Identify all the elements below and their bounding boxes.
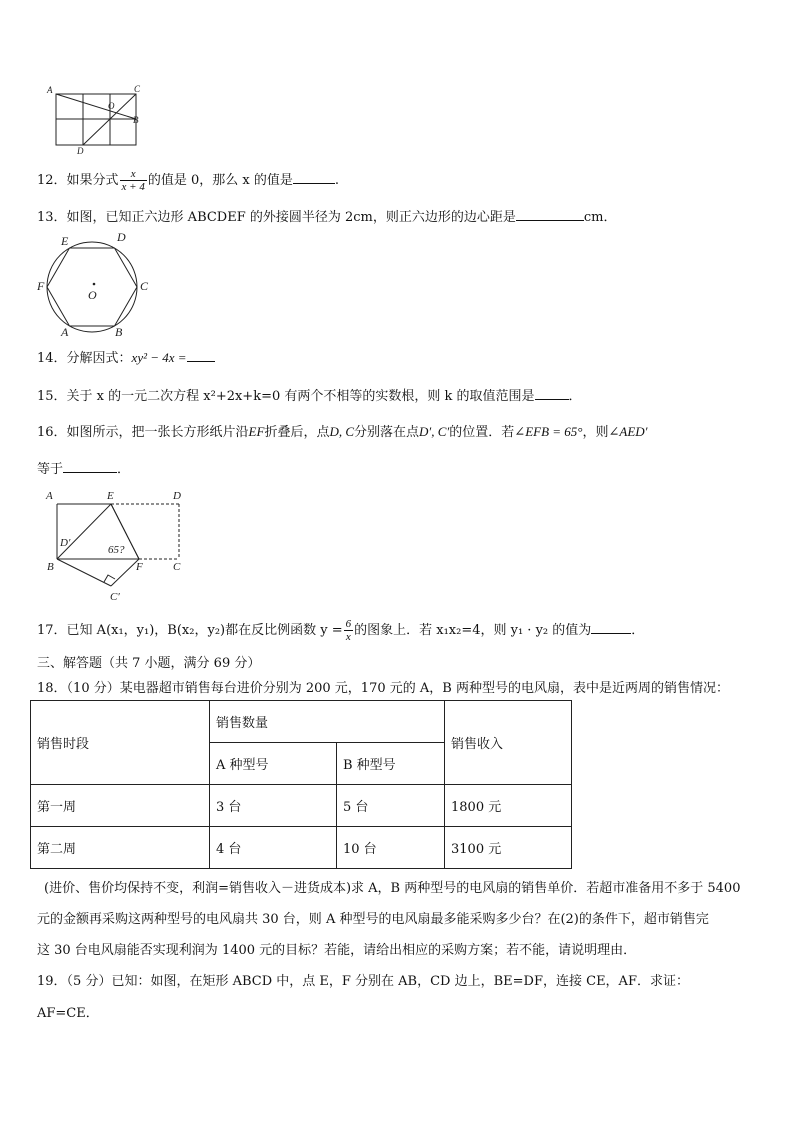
folded-rectangle-figure <box>42 486 192 606</box>
answer-blank[interactable] <box>516 208 584 221</box>
fraction: $\frac{x}{x + 4}$ <box>121 168 145 193</box>
answer-blank[interactable] <box>293 171 335 184</box>
question-18-para2: 元的金额再采购这两种型号的电风扇共 30 台，则 A 种型号的电风扇最多能采购多少台？在(2)的条件下，超市销售完 <box>37 912 709 927</box>
angle-label: 65? <box>108 544 125 556</box>
question-18-para3: 这 30 台电风扇能否实现利润为 1400 元的目标？若能，请给出相应的采购方案；若不能，请说明理由． <box>37 943 637 958</box>
question-12: 12．如果分式 $\frac{x}{x + 4}$ 的值是 0，那么 x 的值是 . <box>37 168 339 193</box>
header-period: 销售时段 <box>31 701 210 785</box>
section-heading: 三、解答题（共 7 小题，满分 69 分） <box>37 656 261 671</box>
label-c: C <box>140 279 149 293</box>
label-o: O <box>88 288 97 302</box>
answer-blank[interactable] <box>63 460 117 473</box>
label-a: A <box>47 85 53 95</box>
label-d: D <box>77 146 84 156</box>
question-18-intro: 18．（10 分）某电器超市销售每台进价分别为 200 元，170 元的 A，B 两种型号的电风扇，表中是近两周的销售情况： <box>37 681 729 696</box>
question-15: 15．关于 x 的一元二次方程 x²+2x+k=0 有两个不相等的实数根，则 k 的取值范围是 ． <box>37 389 582 404</box>
header-quantity: 销售数量 <box>210 701 445 743</box>
header-type-a: A 种型号 <box>210 743 337 785</box>
answer-blank[interactable] <box>187 349 215 362</box>
label-e: E <box>61 234 69 248</box>
label-d: D <box>117 230 126 244</box>
label-b: B <box>47 561 54 573</box>
label-f: F <box>37 279 45 293</box>
question-16-line1: 16．如图所示，把一张长方形纸片沿EF折叠后，点D, C分别落在点D′, C′的位置．若∠EFB = 65°，则∠AED′ <box>37 424 648 440</box>
sales-table <box>30 700 572 869</box>
table-row: 第一周 3 台 5 台 1800 元 <box>31 785 572 827</box>
question-13: 13．如图，已知正六边形 ABCDEF 的外接圆半径为 2cm，则正六边形的边心距是 cm． <box>37 210 617 225</box>
label-b: B <box>115 325 123 339</box>
label-o: O <box>108 101 115 111</box>
label-a: A <box>46 490 53 502</box>
label-d: D <box>173 490 181 502</box>
answer-blank[interactable] <box>535 387 569 400</box>
label-a: A <box>61 325 69 339</box>
table-row: 第二周 4 台 10 台 3100 元 <box>31 827 572 869</box>
question-18-para1: (进价、售价均保持不变，利润=销售收入－进货成本)求 A，B 两种型号的电风扇的销售单价．若超市准备用不多于 5400 <box>44 881 741 896</box>
header-type-b: B 种型号 <box>337 743 445 785</box>
question-16-line2: 等于 ． <box>37 462 131 477</box>
label-d-prime: D′ <box>60 537 71 549</box>
rectangle-grid-figure <box>44 84 144 156</box>
question-19-line2: AF=CE． <box>37 1006 99 1021</box>
label-c: C <box>173 561 181 573</box>
question-14: 14．分解因式：xy² − 4x = <box>37 347 215 366</box>
question-17: 17．已知 A(x₁，y₁)，B(x₂，y₂)都在反比例函数 y = $\frac{6}{x}$ 的图象上．若 x₁x₂=4，则 y₁ · y₂ 的值为 ． <box>37 618 645 643</box>
question-19-line1: 19．（5 分）已知：如图，在矩形 ABCD 中，点 E，F 分别在 AB，CD 边上，BE=DF，连接 CE，AF．求证： <box>37 974 689 989</box>
hexagon-circle-figure <box>34 228 164 340</box>
label-c: C <box>134 84 141 94</box>
header-revenue: 销售收入 <box>445 701 572 785</box>
label-f: F <box>136 561 143 573</box>
answer-blank[interactable] <box>591 621 631 634</box>
label-e: E <box>107 490 114 502</box>
label-c-prime: C′ <box>110 591 120 603</box>
fraction: $\frac{6}{x}$ <box>345 618 352 643</box>
label-b: B <box>133 115 139 125</box>
